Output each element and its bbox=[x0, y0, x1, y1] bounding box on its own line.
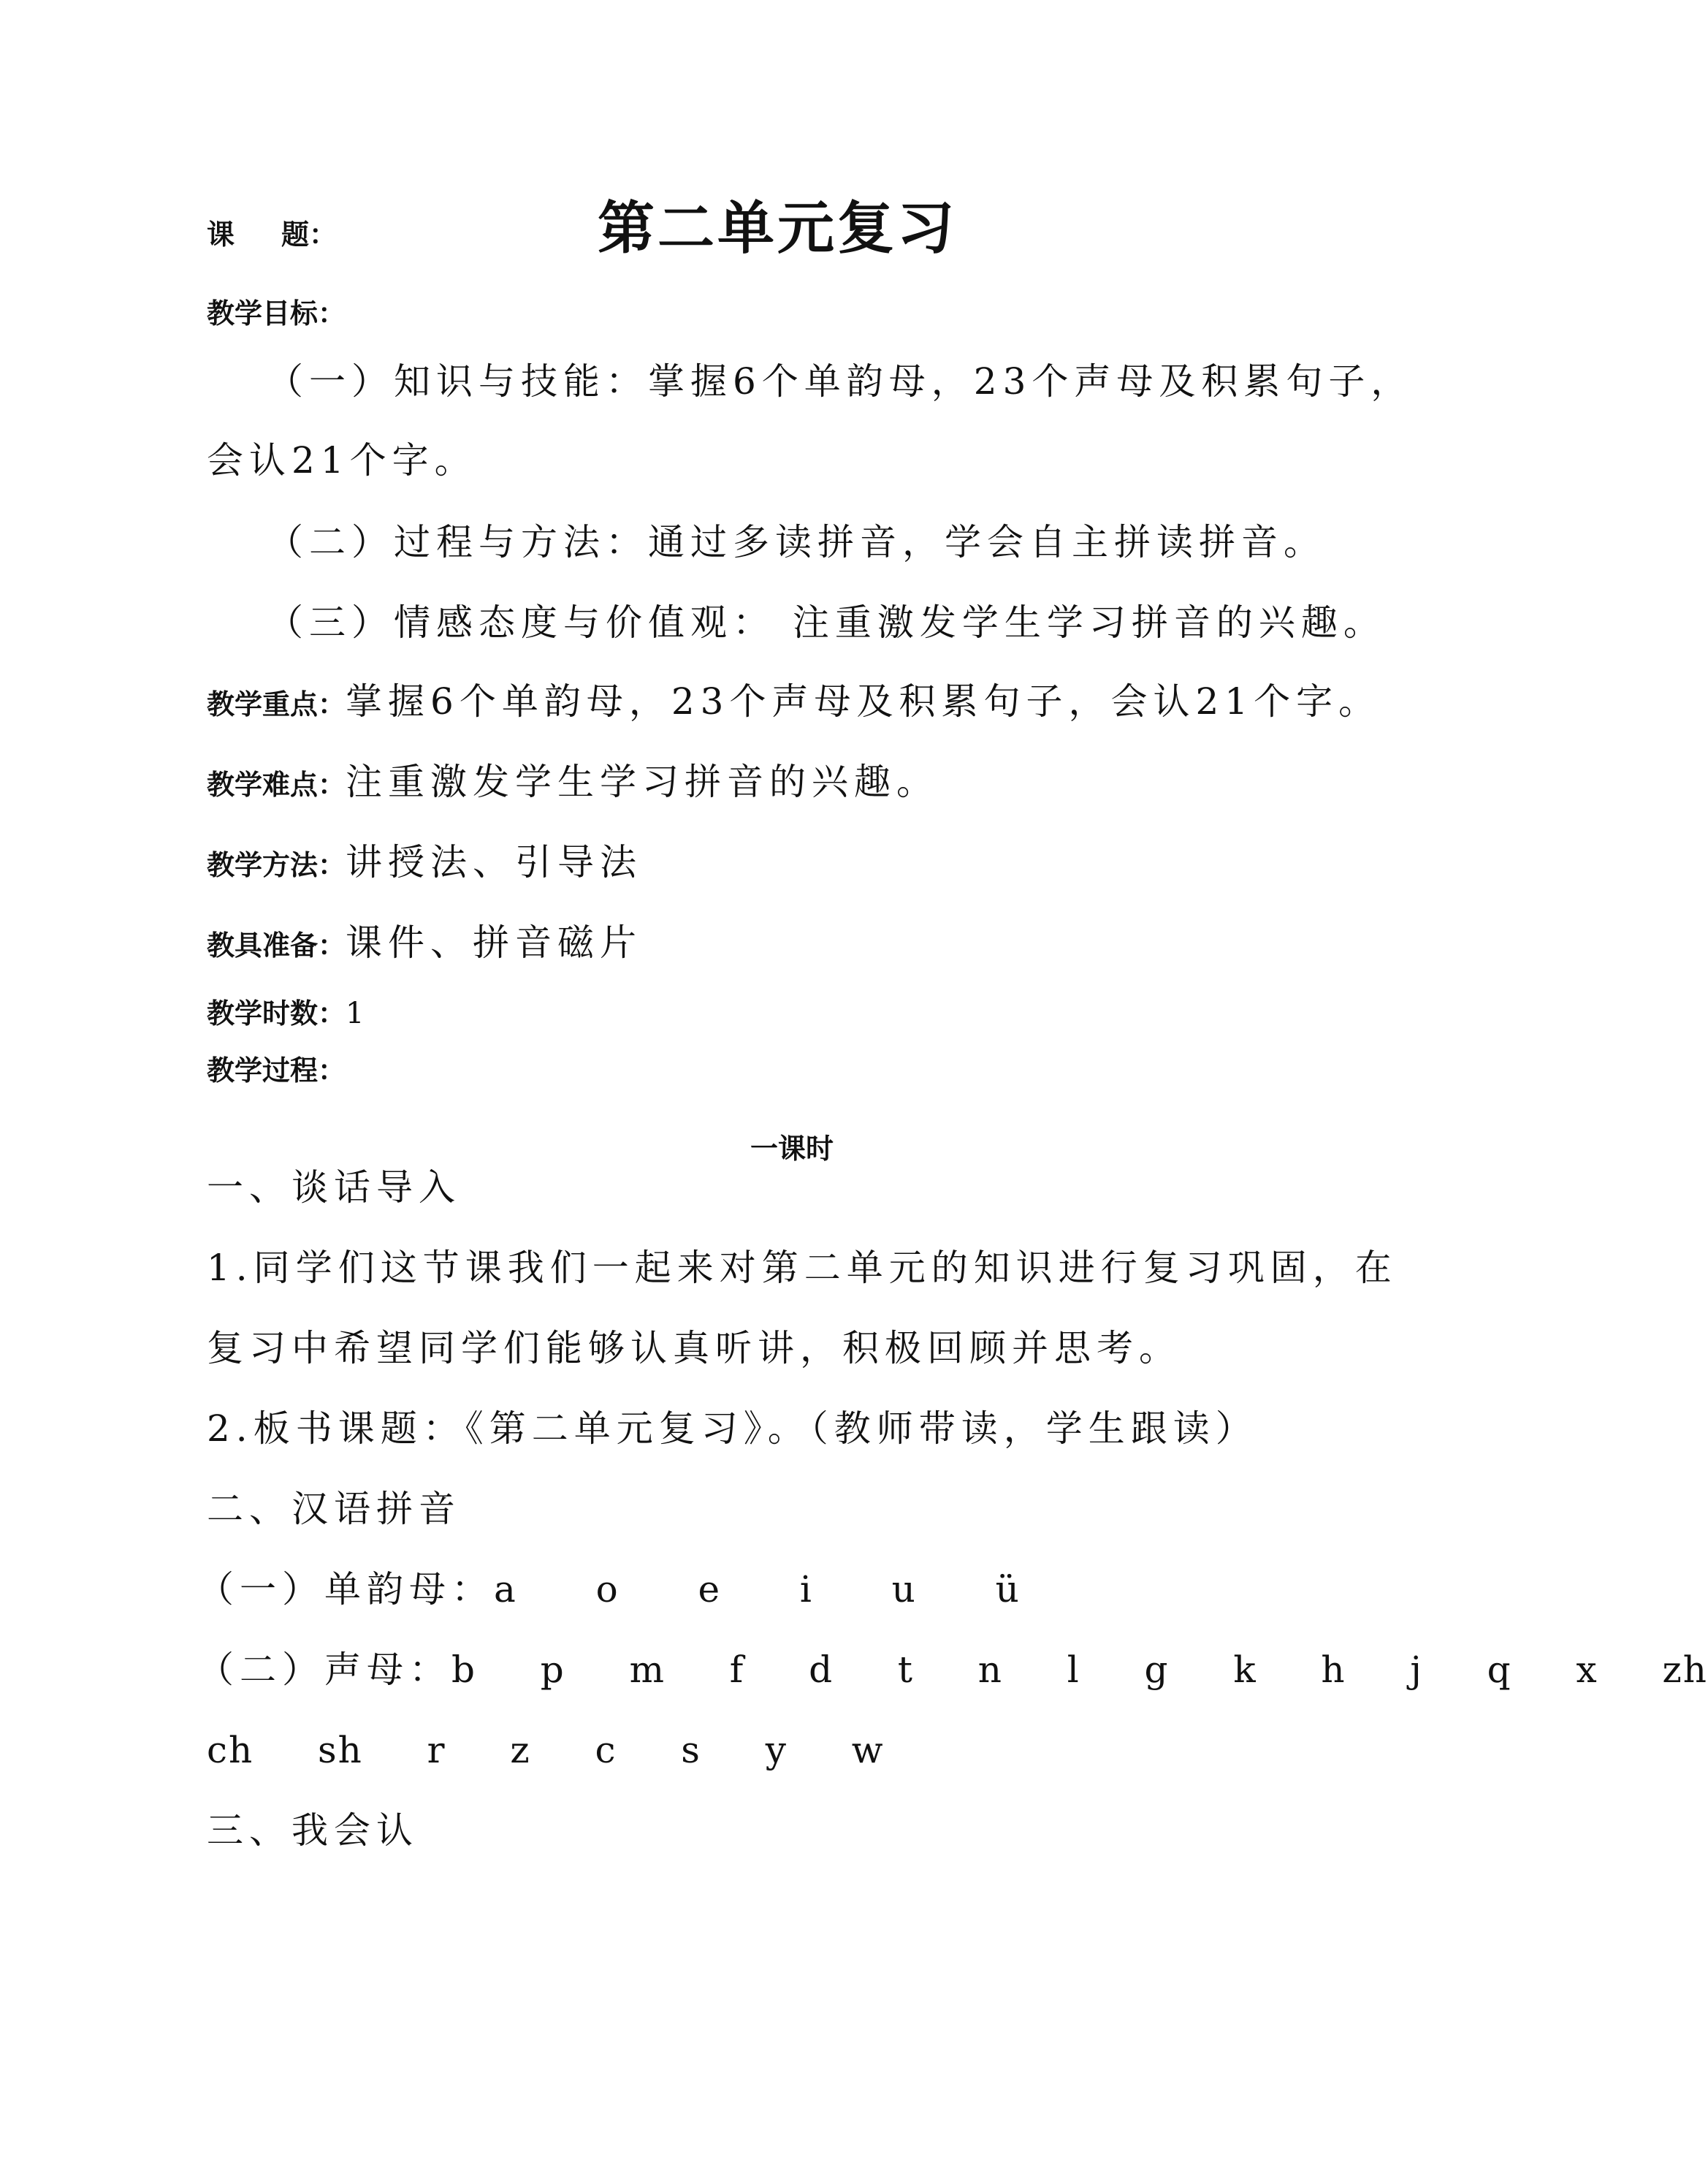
objective-item-1-continued: 会认21个字。 bbox=[207, 439, 477, 482]
lesson-period: 一课时 bbox=[750, 1133, 834, 1165]
vowels-list: a o e i u ü bbox=[494, 1568, 1021, 1611]
objective-item-3: （三）情感态度与价值观： 注重激发学生学习拼音的兴趣。 bbox=[267, 601, 1386, 644]
lesson-paragraph-1-continued: 复习中希望同学们能够认真听讲，积极回顾并思考。 bbox=[207, 1327, 1181, 1369]
vowels-line bbox=[197, 1567, 1375, 1611]
objective-item-2: （二）过程与方法：通过多读拼音，学会自主拼读拼音。 bbox=[267, 521, 1326, 563]
field-value: 1 bbox=[346, 997, 370, 1030]
lesson-paragraph-1: 1.同学们这节课我们一起来对第二单元的知识进行复习巩固，在 bbox=[207, 1247, 1398, 1289]
field-label: 教学方法： bbox=[207, 849, 346, 881]
field-label: 教学重点： bbox=[207, 688, 346, 720]
section-heading-3: 三、我会认 bbox=[207, 1809, 419, 1852]
field-label: 教学时数： bbox=[207, 997, 346, 1030]
initials-label: （二）声母： bbox=[197, 1648, 451, 1691]
field-value: 讲授法、引导法 bbox=[346, 841, 643, 883]
section-heading-1: 一、谈话导入 bbox=[207, 1166, 461, 1209]
title-label-part1: 课 bbox=[207, 218, 235, 251]
field-value: 掌握6个单韵母，23个声母及积累句子，会认21个字。 bbox=[346, 680, 1381, 723]
vowels-label: （一）单韵母： bbox=[197, 1568, 494, 1611]
field-methods bbox=[207, 840, 1375, 884]
field-process bbox=[207, 1054, 1375, 1088]
initials-list-continued: ch sh r z c s y w bbox=[207, 1729, 885, 1771]
objectives-heading: 教学目标： bbox=[207, 297, 346, 330]
field-label: 教学过程： bbox=[207, 1054, 346, 1087]
field-key-points bbox=[207, 680, 1381, 723]
initials-list: b p m f d t n l g k h j q x zh bbox=[451, 1648, 1708, 1691]
title-label-part2: 题： bbox=[281, 218, 338, 251]
initials-line bbox=[197, 1648, 1708, 1692]
lesson-paragraph-2: 2.板书课题：《第二单元复习》。（教师带读，学生跟读） bbox=[207, 1407, 1258, 1450]
field-value: 注重激发学生学习拼音的兴趣。 bbox=[346, 761, 939, 803]
field-label: 教具准备： bbox=[207, 929, 346, 962]
objective-item-1: （一）知识与技能：掌握6个单韵母，23个声母及积累句子， bbox=[267, 360, 1414, 403]
field-label: 教学难点： bbox=[207, 769, 346, 801]
field-hours bbox=[207, 996, 1375, 1031]
section-heading-2: 二、汉语拼音 bbox=[207, 1488, 461, 1530]
title-row bbox=[207, 183, 1376, 263]
field-value: 课件、拼音磁片 bbox=[346, 921, 643, 964]
field-difficulties bbox=[207, 760, 1375, 804]
field-materials bbox=[207, 921, 1375, 965]
title-label bbox=[207, 212, 337, 252]
page-title: 第二单元复习 bbox=[598, 196, 958, 262]
